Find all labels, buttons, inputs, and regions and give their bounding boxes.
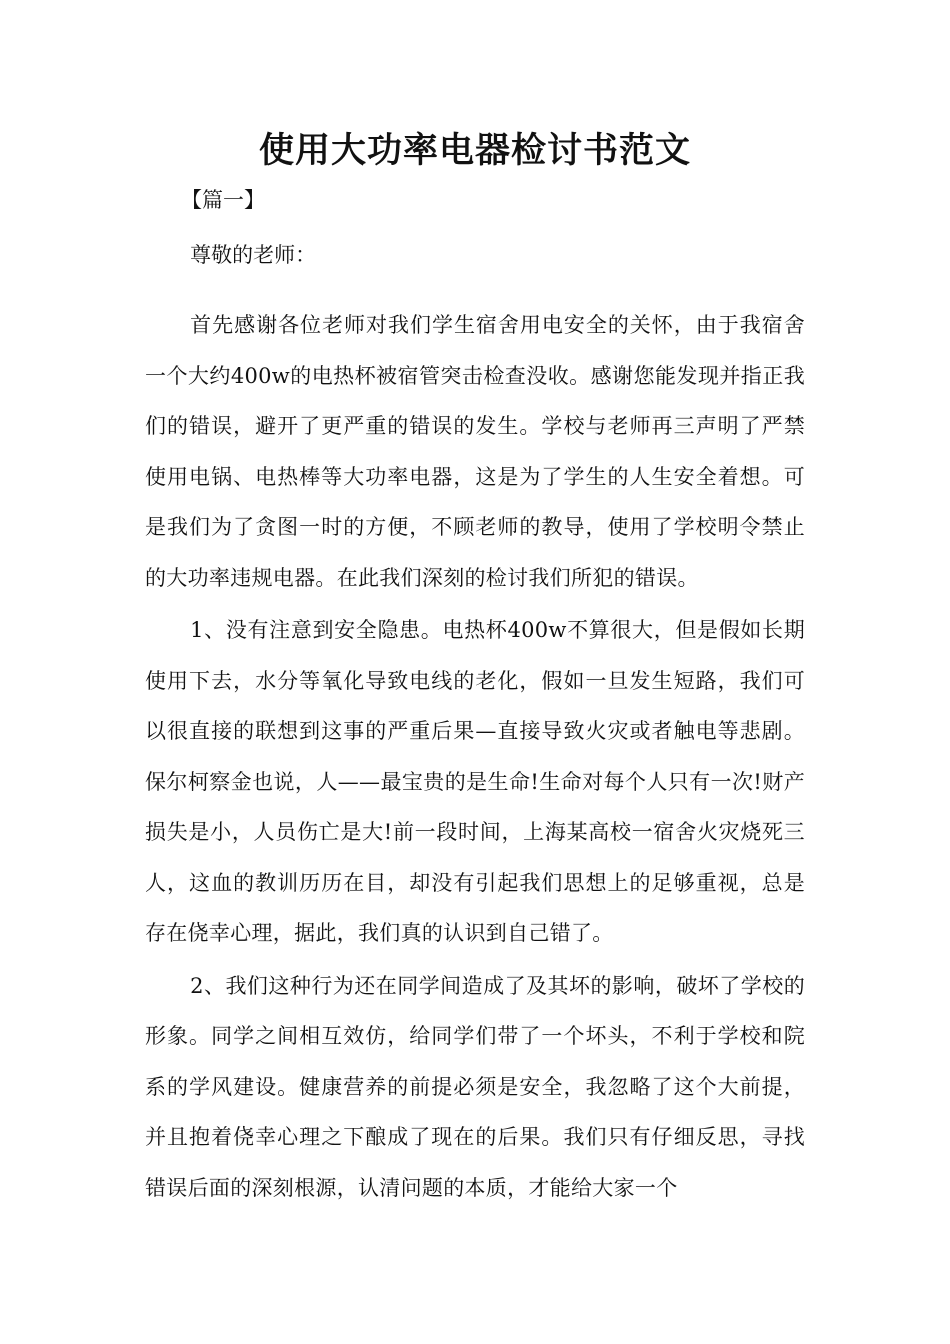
greeting: 尊敬的老师： bbox=[190, 243, 317, 267]
paragraph-2: 1、没有注意到安全隐患。电热杯400w不算很大，但是假如长期使用下去，水分等氧化导致电线的老化，假如一旦发生短路，我们可以很直接的联想到这事的严重后果—直接导致火灾或者触电等悲剧。保尔柯察金也说，人——最宝贵的是生命!生命对每个人只有一次!财产损失是小，人员伤亡是大!前一段时间，上海某高校一宿舍火灾烧死三人，这血的教训历历在目，却没有引起我们思想上的足够重视，总是存在侥幸心理，据此，我们真的认识到自己错了。 bbox=[145, 618, 805, 945]
section-label: 【篇一】 bbox=[181, 188, 265, 212]
document-title: 使用大功率电器检讨书范文 bbox=[258, 130, 691, 171]
paragraph-3: 2、我们这种行为还在同学间造成了及其坏的影响，破坏了学校的形象。同学之间相互效仿，给同学们带了一个坏头，不利于学校和院系的学风建设。健康营养的前提必须是安全，我忽略了这个大前提，并且抱着侥幸心理之下酿成了现在的后果。我们只有仔细反思，寻找错误后面的深刻根源，认清问题的本质，才能给大家一个 bbox=[145, 973, 805, 1200]
document-page bbox=[145, 120, 805, 1213]
paragraph-1: 首先感谢各位老师对我们学生宿舍用电安全的关怀，由于我宿舍一个大约400w的电热杯被宿管突击检查没收。感谢您能发现并指正我们的错误，避开了更严重的错误的发生。学校与老师再三声明了严禁使用电锅、电热棒等大功率电器，这是为了学生的人生安全着想。可是我们为了贪图一时的方便，不顾老师的教导，使用了学校明令禁止的大功率违规电器。在此我们深刻的检讨我们所犯的错误。 bbox=[145, 313, 805, 590]
